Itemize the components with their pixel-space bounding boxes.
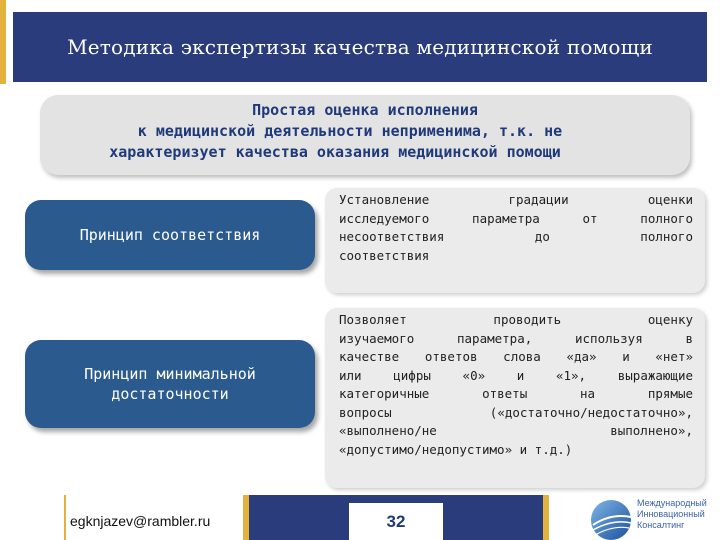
principle-sufficiency-label: Принцип минимальной: [84, 365, 256, 383]
notice-line: к медицинской деятельности неприменима, т.к. не: [137, 122, 563, 140]
description-line: или цифры «0» и «1», выражающие: [339, 367, 693, 383]
notice-line: характеризует качества оказания медицинской помощи: [109, 143, 561, 161]
footer-divider: [64, 495, 66, 540]
description-line: изучаемого параметра, используя в: [339, 330, 693, 346]
description-line: категоричные ответы на прямые: [339, 386, 693, 401]
description-line: Позволяет проводить оценку: [339, 312, 693, 327]
notice-box: [40, 95, 690, 175]
description-line: несоответствия до полного: [339, 229, 693, 244]
description-line: «допустимо/недопустимо» и т.д.): [339, 441, 573, 457]
footer-accent-right: [543, 495, 549, 540]
notice-line: Простая оценка исполнения: [252, 101, 478, 119]
description-line: вопросы («достаточно/недостаточно»,: [339, 404, 693, 420]
principle-sufficiency-label: достаточности: [111, 385, 229, 403]
description-line: «выполнено/не выполнено»,: [339, 423, 693, 438]
logo-line: Инновационный: [637, 509, 705, 519]
principle-conformity-box: [25, 200, 315, 270]
principle-sufficiency-box: [25, 340, 315, 428]
logo-line: Консалтинг: [637, 520, 685, 530]
description-line: Установление градации оценки: [339, 192, 693, 207]
principle-conformity-description: [325, 188, 705, 293]
page-number: 32: [349, 503, 443, 540]
company-logo-text: [637, 498, 707, 531]
logo-line: Международный: [637, 498, 707, 508]
principle-conformity-label: Принцип соответствия: [79, 226, 261, 244]
description-line: соответствия: [339, 247, 430, 263]
header-accent-bar: [0, 0, 6, 84]
author-email: egknjazev@rambler.ru: [70, 513, 211, 529]
title-band: [13, 12, 707, 82]
principle-sufficiency-description: [325, 308, 705, 488]
description-line: исследуемого параметра от полного: [339, 210, 693, 226]
description-line: качестве ответов слова «да» и «нет»: [339, 349, 693, 364]
footer-accent-left: [243, 495, 249, 540]
page-title: Методика экспертизы качества медицинской помощи: [67, 35, 653, 59]
